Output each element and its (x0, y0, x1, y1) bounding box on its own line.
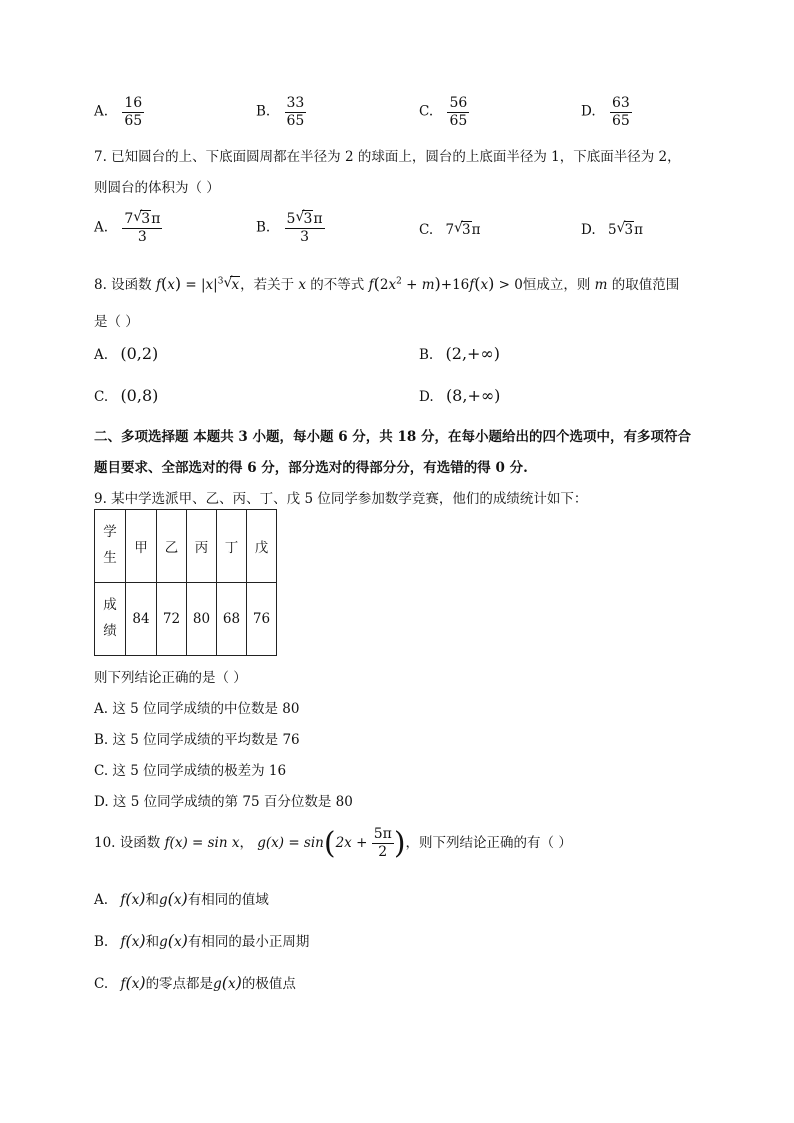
q8-option-b[interactable] (419, 344, 500, 363)
option-letter: C. (94, 976, 109, 992)
q8-inequality: $f(2x^2 + m)+16f(x) > 0$ (368, 274, 523, 293)
option-text: 和 (145, 892, 159, 908)
option-fraction (610, 96, 632, 128)
header-char: 成 (103, 597, 117, 614)
option-fraction (447, 96, 469, 128)
q8-text-mid2: 的不等式 (310, 277, 365, 293)
option-letter: A. (94, 347, 109, 363)
radicand: 3 (303, 211, 313, 227)
option-value: (0,8) (120, 386, 159, 405)
numerator (122, 209, 162, 229)
numerator: 16 (124, 95, 143, 111)
option-letter: D. (581, 103, 596, 120)
radical: √ 3 (133, 209, 151, 227)
denominator: 65 (286, 112, 305, 129)
radicand: 3 (141, 211, 151, 227)
option-letter: B. (256, 103, 271, 120)
q8-text-tail: 的取值范围 (611, 277, 680, 293)
table-cell: 甲 (126, 510, 157, 583)
q10-comma: ， (239, 835, 253, 851)
option-text: 的极值点 (241, 976, 296, 992)
coef: 7 (445, 222, 455, 238)
fx-expr: f(x) (120, 973, 146, 992)
numerator (285, 209, 325, 229)
q10-option-a[interactable] (94, 888, 269, 908)
q9-question: 则下列结论正确的是（ ） (94, 670, 247, 686)
gx-expr: g(x) (159, 931, 188, 950)
q8-option-a[interactable] (94, 344, 158, 363)
table-cell: 乙 (157, 510, 187, 583)
option-letter: B. (256, 219, 271, 236)
q10-prefix: 10. 设函数 (94, 835, 161, 851)
denominator: 2 (378, 844, 388, 860)
option-text: 和 (145, 934, 160, 950)
q9-option-c[interactable]: C. 这 5 位同学成绩的极差为 16 (94, 763, 287, 779)
table-cell: 76 (247, 583, 277, 656)
table-cell: 丁 (217, 510, 247, 583)
q10-suffix: ，则下列结论正确的有（ ） (405, 835, 572, 851)
pi: π (151, 211, 161, 227)
q6-option-d[interactable] (581, 96, 632, 128)
gx-expr: g(x) (213, 973, 242, 992)
q10-g-fraction (372, 827, 394, 859)
q10-f-definition: f(x) = sin x (164, 835, 240, 851)
numerator: 63 (611, 95, 630, 111)
option-value: (0,2) (120, 344, 159, 363)
header-char: 学 (103, 524, 117, 541)
q9-option-d[interactable]: D. 这 5 位同学成绩的第 75 百分位数是 80 (94, 794, 353, 810)
q7-option-d[interactable] (581, 222, 643, 238)
table-cell: 80 (187, 583, 217, 656)
denominator: 3 (137, 228, 147, 245)
q7-option-a[interactable] (94, 209, 162, 245)
table-row-names (95, 510, 277, 583)
fx-expr: f(x) (120, 931, 146, 950)
denominator: 65 (611, 112, 630, 129)
table-cell: 丙 (187, 510, 217, 583)
section2-heading-line1: 二、多项选择题 本题共 3 小题，每小题 6 分，共 18 分，在每小题给出的四个选项中，有多项符合 (94, 429, 691, 445)
q10-option-b[interactable] (94, 930, 309, 950)
header-char: 生 (103, 550, 117, 566)
q10-g-inner: 2x + (335, 835, 368, 851)
q9-option-b[interactable]: B. 这 5 位同学成绩的平均数是 76 (94, 732, 300, 748)
table-header-student (95, 510, 126, 583)
gx-expr: g(x) (158, 889, 188, 908)
table-cell: 72 (157, 583, 187, 656)
numerator: 5π (373, 826, 392, 843)
q8-option-d[interactable] (419, 386, 500, 405)
option-text: 有相同的最小正周期 (187, 934, 310, 950)
table-cell: 戊 (247, 510, 277, 583)
option-fraction (122, 96, 144, 128)
score-table (94, 509, 277, 656)
option-text: 有相同的值域 (187, 892, 269, 908)
option-fraction (285, 209, 325, 245)
table-cell: 84 (126, 583, 157, 656)
option-letter: B. (94, 934, 109, 950)
q6-option-b[interactable] (256, 96, 306, 128)
option-letter: A. (94, 219, 109, 236)
table-header-score (95, 583, 126, 656)
option-fraction (122, 209, 162, 245)
q8-stem-line1: 8. 设函数 $f(x) = |x|^3$ √ x，若关于 x 的不等式 $f(2x^2 + m)+16f(x) > 0$恒成立，则 m 的取值范围 (94, 274, 680, 293)
numerator: 56 (449, 95, 468, 111)
q7-stem-line1: 7. 已知圆台的上、下底面圆周都在半径为 2 的球面上，圆台的上底面半径为 1，下底面半径为 2， (94, 149, 681, 165)
radical: √ 3 (454, 220, 471, 238)
denominator: 65 (124, 112, 143, 129)
option-letter: A. (94, 103, 109, 120)
q9-option-a[interactable]: A. 这 5 位同学成绩的中位数是 80 (94, 701, 300, 717)
option-text: 的零点都是 (145, 976, 214, 992)
option-letter: C. (419, 222, 434, 238)
coef: 5 (286, 211, 296, 227)
option-value: (8,+∞) (445, 386, 501, 405)
q6-option-c[interactable] (419, 96, 469, 128)
q8-prefix: 8. 设函数 (94, 277, 152, 293)
header-char: 绩 (103, 623, 117, 639)
pi: π (634, 222, 643, 238)
q8-function-def: $f(x) = |x|^3$ √ x (155, 274, 240, 293)
radicand: 3 (462, 222, 471, 238)
denominator: 65 (449, 112, 468, 129)
option-letter: A. (94, 892, 109, 908)
q8-option-c[interactable] (94, 386, 158, 405)
coef: 5 (607, 222, 617, 238)
radical: √ 3 (616, 220, 634, 238)
q7-stem-line2: 则圆台的体积为（ ） (94, 180, 220, 196)
option-letter: C. (419, 103, 434, 120)
denominator: 3 (300, 228, 309, 245)
option-value: (2,+∞) (445, 344, 500, 363)
q7-option-c[interactable] (419, 222, 481, 238)
option-value (445, 222, 480, 238)
table-cell: 68 (217, 583, 247, 656)
option-letter: B. (419, 347, 434, 363)
radical: √ 3 (295, 209, 313, 227)
q8-stem-line2: 是（ ） (94, 314, 139, 330)
option-value (608, 222, 643, 238)
q9-stem: 9. 某中学选派甲、乙、丙、丁、戊 5 位同学参加数学竞赛，他们的成绩统计如下： (94, 491, 588, 507)
fx-expr: f(x) (120, 889, 146, 908)
section2-heading-line2: 题目要求、全部选对的得 6 分，部分选对的得部分分，有选错的得 0 分. (94, 460, 528, 476)
option-letter: C. (94, 389, 109, 405)
option-fraction (285, 96, 307, 128)
q6-option-a[interactable] (94, 96, 144, 128)
q8-text-suffix: 恒成立，则 (522, 277, 591, 293)
q10-option-c[interactable] (94, 972, 296, 992)
radicand: 3 (624, 222, 634, 238)
pi: π (313, 211, 323, 227)
numerator: 33 (286, 95, 305, 111)
q10-g-lhs: g(x) = sin (257, 835, 324, 851)
q8-text-mid1: ，若关于 (240, 277, 295, 293)
pi: π (471, 222, 481, 238)
option-letter: D. (581, 222, 596, 238)
q10-stem: 10. 设函数 f(x) = sin x， g(x) = sin(2x + $\frac{5\pi}{2}$ )，则下列结论正确的有（ ） (94, 826, 572, 861)
q7-option-b[interactable] (256, 209, 325, 245)
coef: 7 (124, 211, 134, 227)
table-row-scores (95, 583, 277, 656)
option-letter: D. (419, 389, 434, 405)
